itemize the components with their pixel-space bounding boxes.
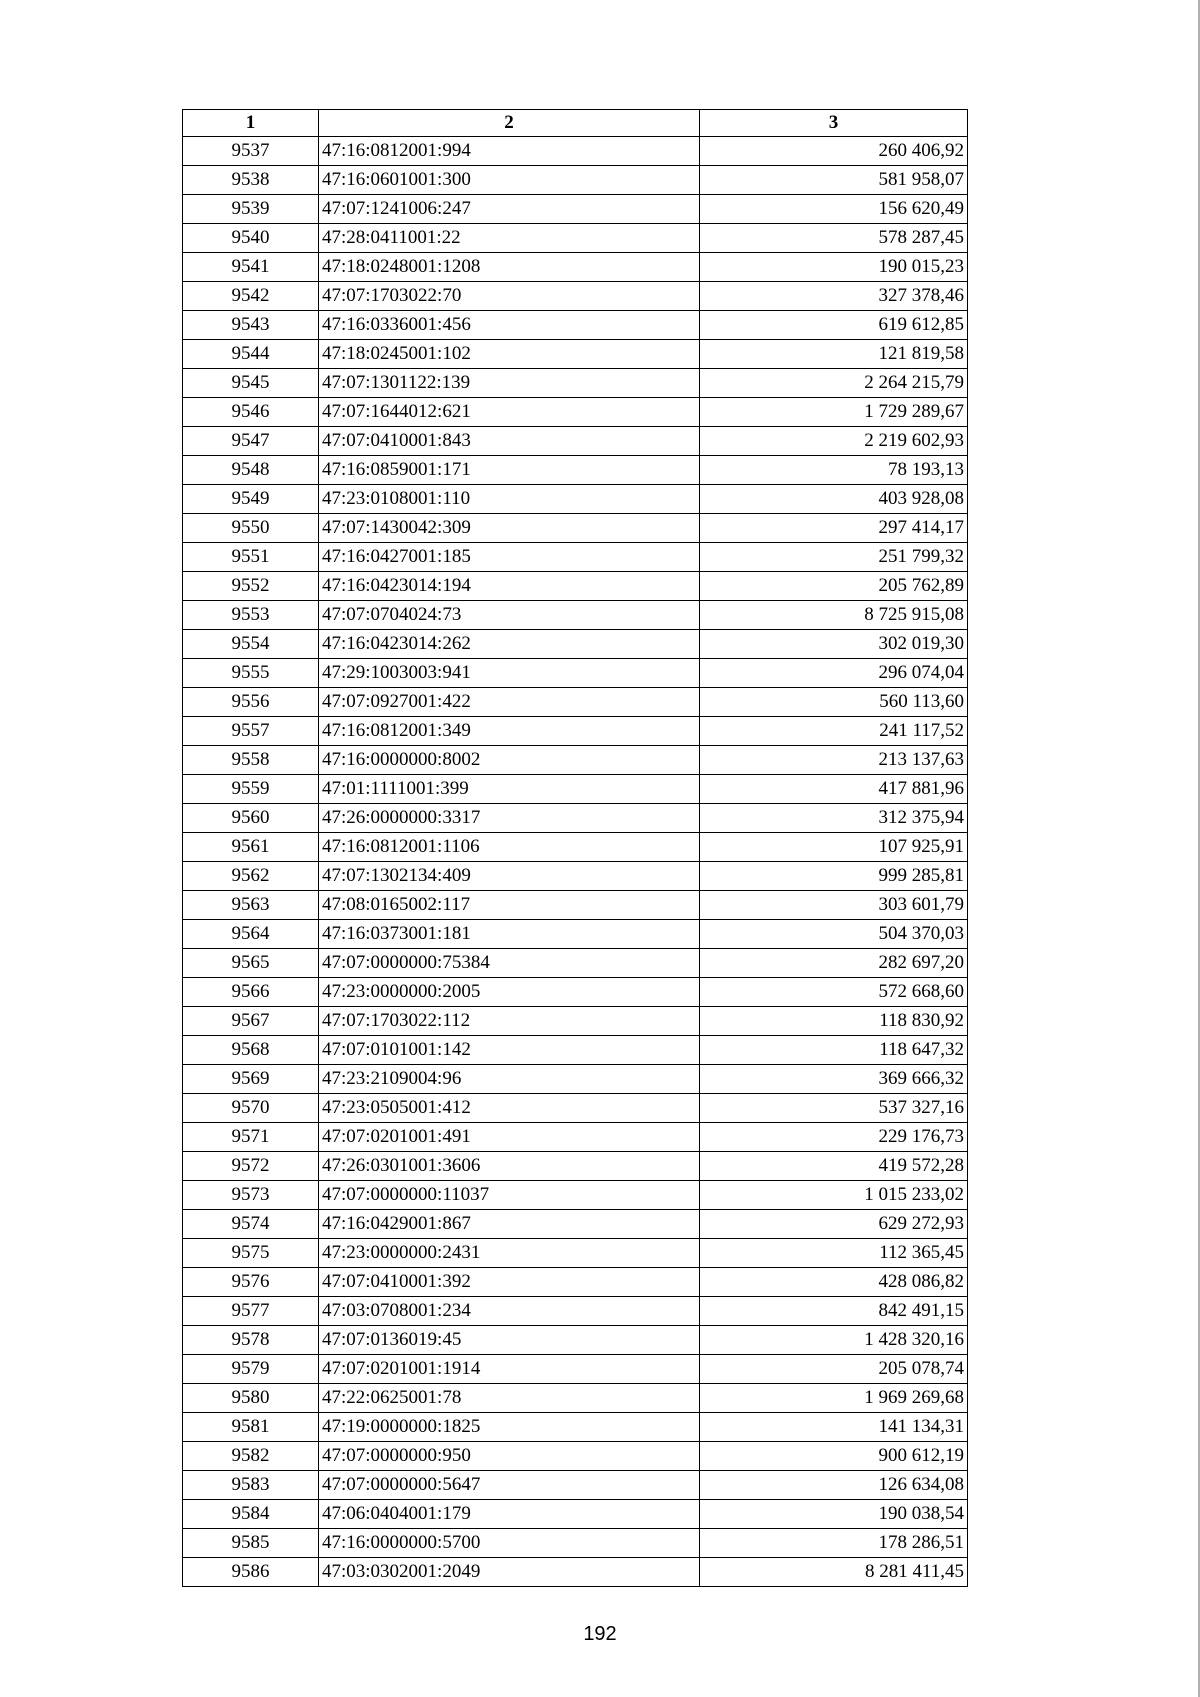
- table-row: [183, 195, 968, 224]
- row-number-cell: 9584: [183, 1500, 319, 1529]
- row-number-cell: 9567: [183, 1007, 319, 1036]
- table-row: [183, 166, 968, 195]
- table-row: [183, 398, 968, 427]
- table-row: [183, 1500, 968, 1529]
- row-number-cell: 9551: [183, 543, 319, 572]
- value-cell: 213 137,63: [700, 746, 968, 775]
- value-cell: 1 015 233,02: [700, 1181, 968, 1210]
- value-cell: 296 074,04: [700, 659, 968, 688]
- cadastral-number-cell: 47:23:0000000:2431: [319, 1239, 700, 1268]
- value-cell: 1 729 289,67: [700, 398, 968, 427]
- value-cell: 417 881,96: [700, 775, 968, 804]
- row-number-cell: 9575: [183, 1239, 319, 1268]
- row-number-cell: 9574: [183, 1210, 319, 1239]
- cadastral-number-cell: 47:07:0000000:75384: [319, 949, 700, 978]
- value-cell: 1 969 269,68: [700, 1384, 968, 1413]
- row-number-cell: 9585: [183, 1529, 319, 1558]
- value-cell: 241 117,52: [700, 717, 968, 746]
- value-cell: 428 086,82: [700, 1268, 968, 1297]
- table-row: [183, 427, 968, 456]
- row-number-cell: 9546: [183, 398, 319, 427]
- value-cell: 205 762,89: [700, 572, 968, 601]
- value-cell: 107 925,91: [700, 833, 968, 862]
- table-row: [183, 543, 968, 572]
- table-row: [183, 1210, 968, 1239]
- value-cell: 327 378,46: [700, 282, 968, 311]
- value-cell: 537 327,16: [700, 1094, 968, 1123]
- cadastral-number-cell: 47:16:0601001:300: [319, 166, 700, 195]
- table-row: [183, 456, 968, 485]
- row-number-cell: 9557: [183, 717, 319, 746]
- cadastral-number-cell: 47:07:1301122:139: [319, 369, 700, 398]
- cadastral-number-cell: 47:07:0201001:1914: [319, 1355, 700, 1384]
- value-cell: 282 697,20: [700, 949, 968, 978]
- cadastral-number-cell: 47:23:0108001:110: [319, 485, 700, 514]
- table-header-row: [183, 110, 968, 137]
- value-cell: 205 078,74: [700, 1355, 968, 1384]
- row-number-cell: 9563: [183, 891, 319, 920]
- value-cell: 112 365,45: [700, 1239, 968, 1268]
- value-cell: 900 612,19: [700, 1442, 968, 1471]
- cadastral-number-cell: 47:16:0423014:194: [319, 572, 700, 601]
- row-number-cell: 9562: [183, 862, 319, 891]
- value-cell: 560 113,60: [700, 688, 968, 717]
- value-cell: 8 725 915,08: [700, 601, 968, 630]
- row-number-cell: 9553: [183, 601, 319, 630]
- table-row: [183, 137, 968, 166]
- row-number-cell: 9560: [183, 804, 319, 833]
- table-row: [183, 1442, 968, 1471]
- table-row: [183, 1471, 968, 1500]
- row-number-cell: 9573: [183, 1181, 319, 1210]
- cadastral-number-cell: 47:22:0625001:78: [319, 1384, 700, 1413]
- value-cell: 2 219 602,93: [700, 427, 968, 456]
- table-row: [183, 688, 968, 717]
- table-row: [183, 1181, 968, 1210]
- cadastral-number-cell: 47:07:0410001:843: [319, 427, 700, 456]
- cadastral-number-cell: 47:18:0245001:102: [319, 340, 700, 369]
- table-row: [183, 1007, 968, 1036]
- row-number-cell: 9541: [183, 253, 319, 282]
- cadastral-number-cell: 47:23:0505001:412: [319, 1094, 700, 1123]
- cadastral-number-cell: 47:16:0812001:994: [319, 137, 700, 166]
- row-number-cell: 9549: [183, 485, 319, 514]
- cadastral-number-cell: 47:01:1111001:399: [319, 775, 700, 804]
- table-row: [183, 601, 968, 630]
- page-number: 192: [583, 1623, 617, 1645]
- cadastral-number-cell: 47:16:0812001:349: [319, 717, 700, 746]
- value-cell: 572 668,60: [700, 978, 968, 1007]
- cadastral-number-cell: 47:07:1703022:70: [319, 282, 700, 311]
- row-number-cell: 9578: [183, 1326, 319, 1355]
- row-number-cell: 9539: [183, 195, 319, 224]
- row-number-cell: 9566: [183, 978, 319, 1007]
- value-cell: 229 176,73: [700, 1123, 968, 1152]
- row-number-cell: 9564: [183, 920, 319, 949]
- cadastral-number-cell: 47:07:0000000:950: [319, 1442, 700, 1471]
- row-number-cell: 9559: [183, 775, 319, 804]
- table-row: [183, 978, 968, 1007]
- row-number-cell: 9540: [183, 224, 319, 253]
- cadastral-number-cell: 47:07:1302134:409: [319, 862, 700, 891]
- row-number-cell: 9538: [183, 166, 319, 195]
- row-number-cell: 9550: [183, 514, 319, 543]
- table-row: [183, 949, 968, 978]
- row-number-cell: 9552: [183, 572, 319, 601]
- row-number-cell: 9556: [183, 688, 319, 717]
- table-row: [183, 659, 968, 688]
- cadastral-number-cell: 47:16:0000000:8002: [319, 746, 700, 775]
- cadastral-number-cell: 47:16:0859001:171: [319, 456, 700, 485]
- row-number-cell: 9544: [183, 340, 319, 369]
- row-number-cell: 9583: [183, 1471, 319, 1500]
- column-header-number: 1: [183, 110, 319, 137]
- row-number-cell: 9572: [183, 1152, 319, 1181]
- row-number-cell: 9554: [183, 630, 319, 659]
- cadastral-number-cell: 47:16:0423014:262: [319, 630, 700, 659]
- value-cell: 178 286,51: [700, 1529, 968, 1558]
- cadastral-number-cell: 47:16:0336001:456: [319, 311, 700, 340]
- row-number-cell: 9579: [183, 1355, 319, 1384]
- table-body: [183, 137, 968, 1587]
- row-number-cell: 9570: [183, 1094, 319, 1123]
- table-row: [183, 717, 968, 746]
- value-cell: 118 647,32: [700, 1036, 968, 1065]
- value-cell: 260 406,92: [700, 137, 968, 166]
- value-cell: 78 193,13: [700, 456, 968, 485]
- cadastral-number-cell: 47:07:1241006:247: [319, 195, 700, 224]
- value-cell: 190 038,54: [700, 1500, 968, 1529]
- table-row: [183, 514, 968, 543]
- row-number-cell: 9576: [183, 1268, 319, 1297]
- value-cell: 126 634,08: [700, 1471, 968, 1500]
- row-number-cell: 9571: [183, 1123, 319, 1152]
- table-row: [183, 282, 968, 311]
- row-number-cell: 9558: [183, 746, 319, 775]
- cadastral-number-cell: 47:07:0136019:45: [319, 1326, 700, 1355]
- table-row: [183, 224, 968, 253]
- table-row: [183, 1558, 968, 1587]
- cadastral-number-cell: 47:26:0301001:3606: [319, 1152, 700, 1181]
- table-row: [183, 1123, 968, 1152]
- table-row: [183, 920, 968, 949]
- cadastral-number-cell: 47:26:0000000:3317: [319, 804, 700, 833]
- value-cell: 121 819,58: [700, 340, 968, 369]
- column-header-value: 3: [700, 110, 968, 137]
- table-row: [183, 1384, 968, 1413]
- row-number-cell: 9581: [183, 1413, 319, 1442]
- row-number-cell: 9569: [183, 1065, 319, 1094]
- cadastral-number-cell: 47:16:0373001:181: [319, 920, 700, 949]
- value-cell: 8 281 411,45: [700, 1558, 968, 1587]
- cadastral-number-cell: 47:03:0708001:234: [319, 1297, 700, 1326]
- table-row: [183, 1239, 968, 1268]
- value-cell: 118 830,92: [700, 1007, 968, 1036]
- table-row: [183, 1297, 968, 1326]
- row-number-cell: 9568: [183, 1036, 319, 1065]
- row-number-cell: 9582: [183, 1442, 319, 1471]
- cadastral-number-cell: 47:06:0404001:179: [319, 1500, 700, 1529]
- cadastral-number-cell: 47:16:0000000:5700: [319, 1529, 700, 1558]
- value-cell: 581 958,07: [700, 166, 968, 195]
- value-cell: 578 287,45: [700, 224, 968, 253]
- cadastral-number-cell: 47:16:0427001:185: [319, 543, 700, 572]
- cadastral-number-cell: 47:07:0927001:422: [319, 688, 700, 717]
- value-cell: 403 928,08: [700, 485, 968, 514]
- value-cell: 312 375,94: [700, 804, 968, 833]
- value-cell: 141 134,31: [700, 1413, 968, 1442]
- table-row: [183, 369, 968, 398]
- table-row: [183, 1268, 968, 1297]
- cadastral-number-cell: 47:07:0000000:11037: [319, 1181, 700, 1210]
- table-row: [183, 572, 968, 601]
- value-cell: 2 264 215,79: [700, 369, 968, 398]
- table-row: [183, 775, 968, 804]
- cadastral-number-cell: 47:07:1430042:309: [319, 514, 700, 543]
- table-row: [183, 485, 968, 514]
- cadastral-number-cell: 47:19:0000000:1825: [319, 1413, 700, 1442]
- cadastral-number-cell: 47:07:0000000:5647: [319, 1471, 700, 1500]
- row-number-cell: 9548: [183, 456, 319, 485]
- table-row: [183, 833, 968, 862]
- cadastral-number-cell: 47:07:0201001:491: [319, 1123, 700, 1152]
- value-cell: 842 491,15: [700, 1297, 968, 1326]
- cadastral-number-cell: 47:07:0704024:73: [319, 601, 700, 630]
- cadastral-number-cell: 47:16:0429001:867: [319, 1210, 700, 1239]
- cadastral-value-table: [182, 109, 968, 1587]
- cadastral-number-cell: 47:23:2109004:96: [319, 1065, 700, 1094]
- value-cell: 302 019,30: [700, 630, 968, 659]
- table-row: [183, 891, 968, 920]
- cadastral-number-cell: 47:18:0248001:1208: [319, 253, 700, 282]
- row-number-cell: 9580: [183, 1384, 319, 1413]
- value-cell: 251 799,32: [700, 543, 968, 572]
- cadastral-number-cell: 47:07:1703022:112: [319, 1007, 700, 1036]
- row-number-cell: 9542: [183, 282, 319, 311]
- table-row: [183, 1413, 968, 1442]
- value-cell: 369 666,32: [700, 1065, 968, 1094]
- table-row: [183, 630, 968, 659]
- value-cell: 190 015,23: [700, 253, 968, 282]
- column-header-cadastral-number: 2: [319, 110, 700, 137]
- table-row: [183, 746, 968, 775]
- row-number-cell: 9545: [183, 369, 319, 398]
- cadastral-number-cell: 47:07:0101001:142: [319, 1036, 700, 1065]
- value-cell: 156 620,49: [700, 195, 968, 224]
- row-number-cell: 9577: [183, 1297, 319, 1326]
- cadastral-number-cell: 47:28:0411001:22: [319, 224, 700, 253]
- cadastral-number-cell: 47:08:0165002:117: [319, 891, 700, 920]
- table-row: [183, 1036, 968, 1065]
- table-row: [183, 1326, 968, 1355]
- table-row: [183, 340, 968, 369]
- table-row: [183, 253, 968, 282]
- row-number-cell: 9555: [183, 659, 319, 688]
- value-cell: 1 428 320,16: [700, 1326, 968, 1355]
- value-cell: 297 414,17: [700, 514, 968, 543]
- value-cell: 303 601,79: [700, 891, 968, 920]
- cadastral-number-cell: 47:23:0000000:2005: [319, 978, 700, 1007]
- table-row: [183, 1094, 968, 1123]
- table-row: [183, 1152, 968, 1181]
- cadastral-number-cell: 47:07:0410001:392: [319, 1268, 700, 1297]
- row-number-cell: 9586: [183, 1558, 319, 1587]
- row-number-cell: 9561: [183, 833, 319, 862]
- table-row: [183, 862, 968, 891]
- row-number-cell: 9547: [183, 427, 319, 456]
- table-row: [183, 1529, 968, 1558]
- row-number-cell: 9565: [183, 949, 319, 978]
- cadastral-number-cell: 47:07:1644012:621: [319, 398, 700, 427]
- cadastral-number-cell: 47:29:1003003:941: [319, 659, 700, 688]
- row-number-cell: 9537: [183, 137, 319, 166]
- value-cell: 619 612,85: [700, 311, 968, 340]
- cadastral-number-cell: 47:16:0812001:1106: [319, 833, 700, 862]
- table-row: [183, 311, 968, 340]
- value-cell: 504 370,03: [700, 920, 968, 949]
- table-row: [183, 804, 968, 833]
- value-cell: 629 272,93: [700, 1210, 968, 1239]
- table-row: [183, 1355, 968, 1384]
- value-cell: 419 572,28: [700, 1152, 968, 1181]
- cadastral-number-cell: 47:03:0302001:2049: [319, 1558, 700, 1587]
- table-row: [183, 1065, 968, 1094]
- data-table-container: [182, 109, 967, 1587]
- value-cell: 999 285,81: [700, 862, 968, 891]
- row-number-cell: 9543: [183, 311, 319, 340]
